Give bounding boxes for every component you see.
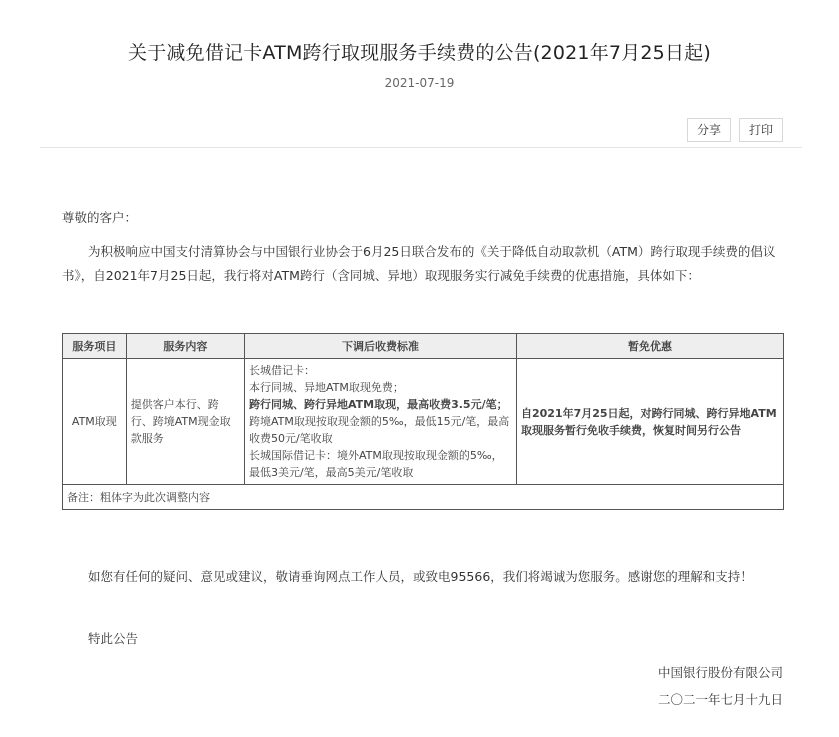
std-line: 跨境ATM取现按取现金额的5‰，最低15元/笔，最高收费50元/笔收取 bbox=[248, 415, 510, 445]
greeting: 尊敬的客户： bbox=[62, 210, 138, 225]
fee-table bbox=[62, 333, 784, 510]
share-button[interactable]: 分享 bbox=[687, 118, 731, 142]
contact-paragraph: 如您有任何的疑问、意见或建议，敬请垂询网点工作人员，或致电95566，我们将竭诚为您服务。感谢您的理解和支持！ bbox=[88, 569, 753, 584]
signature-date: 二〇二一年七月十九日 bbox=[657, 692, 783, 707]
header-service-content: 服务内容 bbox=[126, 334, 244, 359]
std-line: 本行同城、异地ATM取现免费； bbox=[248, 381, 404, 394]
signature-org: 中国银行股份有限公司 bbox=[657, 665, 783, 680]
std-line-bold: 跨行同城、跨行异地ATM取现，最高收费3.5元/笔； bbox=[248, 398, 508, 411]
intro-paragraph: 为积极响应中国支付清算协会与中国银行业协会于6月25日联合发布的《关于降低自动取款机（ATM）跨行取现手续费的倡议书》，自2021年7月25日起，我行将对ATM跨行（含同城、异地）取现服务实行减免手续费的优惠措施，具体如下： bbox=[62, 244, 776, 283]
table-note: 备注：粗体字为此次调整内容 bbox=[63, 485, 784, 510]
header-waiver: 暂免优惠 bbox=[516, 334, 783, 359]
table-header-row bbox=[63, 334, 784, 359]
std-line: 长城国际借记卡：境外ATM取现按取现金额的5‰，最低3美元/笔，最高5美元/笔收取 bbox=[248, 449, 503, 479]
header-service-item: 服务项目 bbox=[63, 334, 127, 359]
publish-date: 2021-07-19 bbox=[384, 76, 455, 90]
table-note-row bbox=[63, 485, 784, 510]
table-row bbox=[63, 359, 784, 485]
cell-service-content: 提供客户本行、跨行、跨境ATM现金取款服务 bbox=[126, 359, 244, 485]
header-divider bbox=[40, 147, 802, 148]
closing-line: 特此公告 bbox=[88, 631, 139, 646]
article-toolbar bbox=[687, 118, 783, 142]
cell-waiver: 自2021年7月25日起，对跨行同城、跨行异地ATM取现服务暂行免收手续费，恢复时间另行公告 bbox=[516, 359, 783, 485]
cell-fee-standard bbox=[244, 359, 516, 485]
std-line: 长城借记卡： bbox=[248, 364, 315, 377]
print-button[interactable]: 打印 bbox=[739, 118, 783, 142]
page-title: 关于减免借记卡ATM跨行取现服务手续费的公告(2021年7月25日起) bbox=[128, 42, 711, 64]
cell-service-item: ATM取现 bbox=[63, 359, 127, 485]
header-fee-standard: 下调后收费标准 bbox=[244, 334, 516, 359]
